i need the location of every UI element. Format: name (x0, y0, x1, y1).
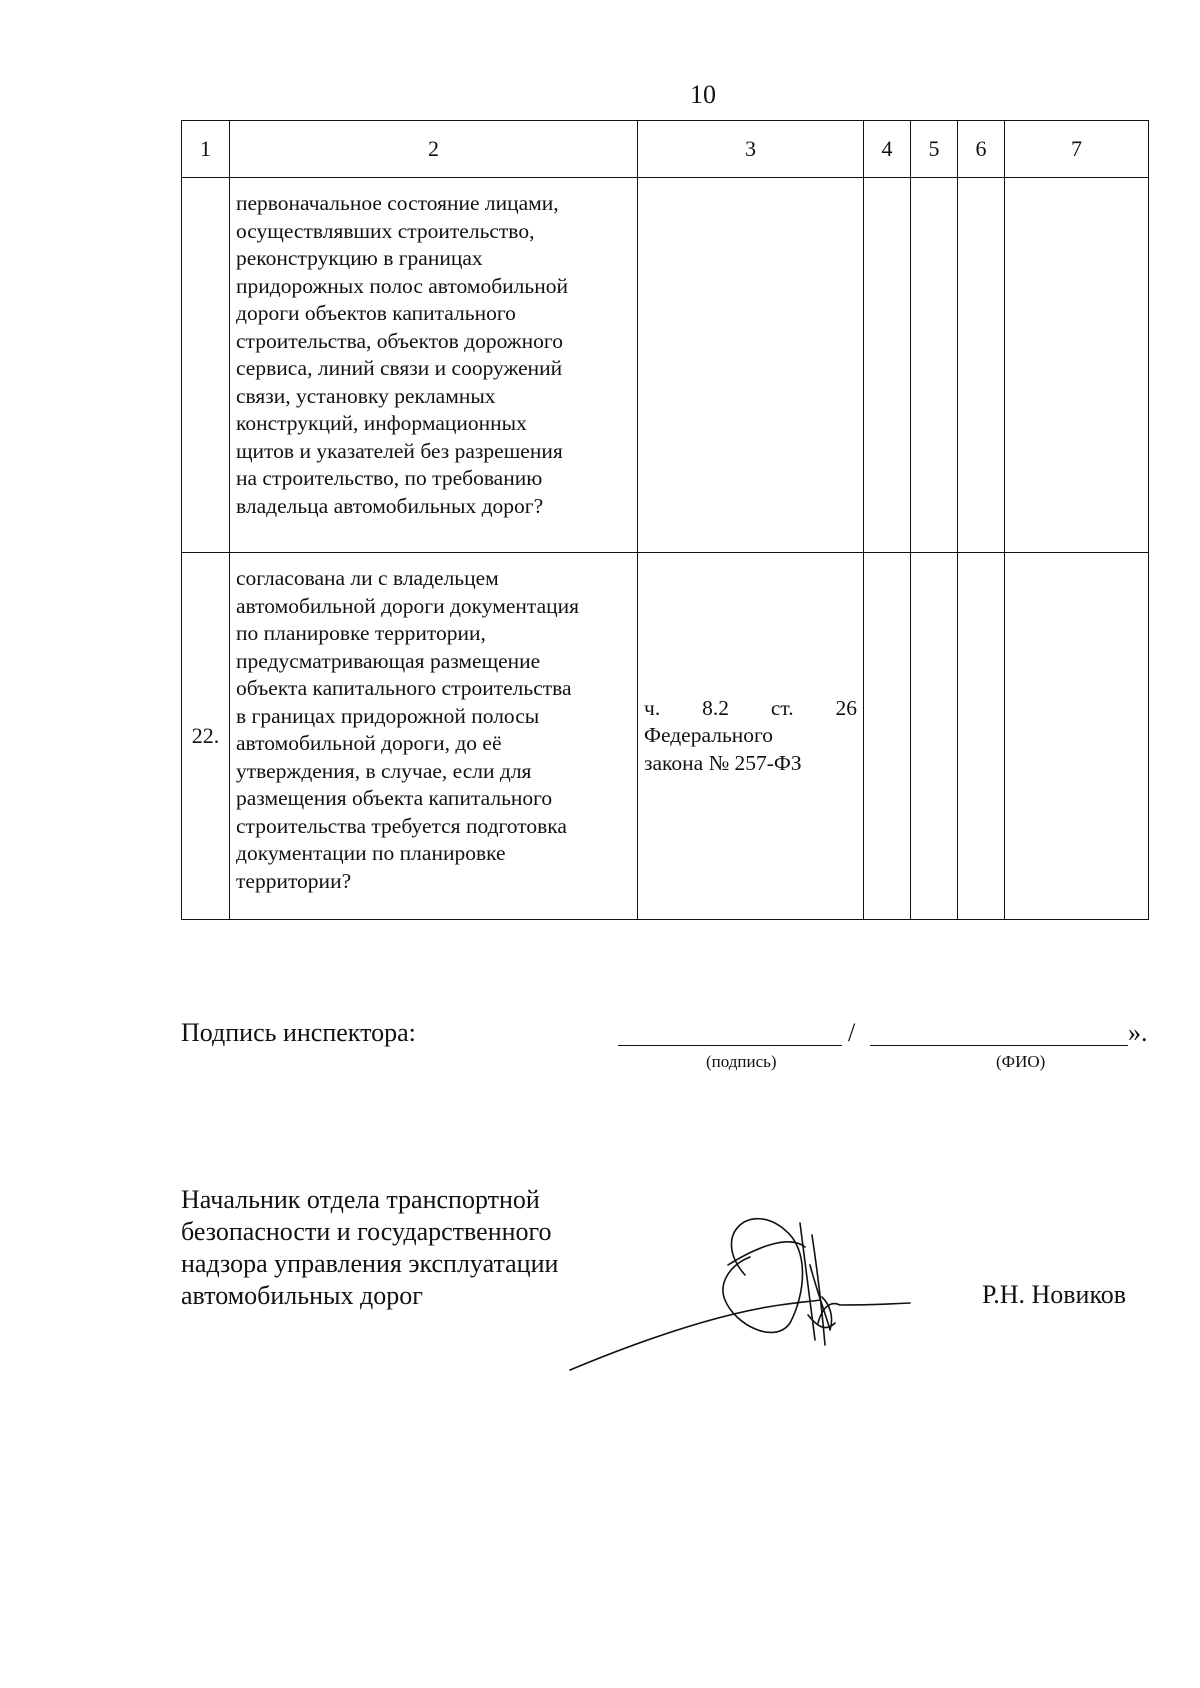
column-5-cell (911, 178, 958, 553)
signer-position (181, 1184, 611, 1312)
row-number-cell: 22. (182, 553, 230, 920)
question-line: сервиса, линий связи и сооружений (236, 356, 563, 380)
question-line: строительства, объектов дорожного (236, 328, 563, 353)
header-cell-4: 4 (864, 121, 911, 178)
question-line: объекта капитального строительства (236, 676, 572, 700)
law-part-label: ч. (644, 695, 661, 720)
signer-position-line: надзора управления эксплуатации (181, 1249, 559, 1278)
question-line: владельца автомобильных дорог? (236, 493, 544, 518)
question-line: в границах придорожной полосы (236, 703, 540, 728)
column-5-cell (911, 553, 958, 920)
fio-caption: (ФИО) (996, 1052, 1046, 1071)
question-line: придорожных полос автомобильной (236, 273, 568, 298)
law-article-label: ст. (770, 695, 794, 720)
law-article-number: 26 (835, 695, 857, 720)
question-line: согласована ли с владельцем (236, 566, 499, 590)
signature-caption: (подпись) (706, 1052, 777, 1071)
signer-position-line: автомобильных дорог (181, 1281, 423, 1310)
question-line: автомобильной дороги, до её (236, 731, 502, 755)
header-cell-5: 5 (911, 121, 958, 178)
law-reference-cell (638, 553, 864, 920)
header-cell-2: 2 (230, 121, 638, 178)
question-line: автомобильной дороги документация (236, 593, 580, 618)
column-4-cell (864, 553, 911, 920)
question-cell (230, 553, 638, 920)
question-line: территории? (236, 868, 352, 893)
signer-position-line: Начальник отдела транспортной (181, 1185, 540, 1214)
column-6-cell (958, 178, 1005, 553)
question-line: первоначальное состояние лицами, (236, 191, 559, 215)
signer-name: Р.Н. Новиков (982, 1280, 1127, 1309)
column-7-cell (1005, 178, 1149, 553)
signature-blank-line (618, 1045, 842, 1046)
table-row (182, 178, 1149, 553)
column-7-cell (1005, 553, 1149, 920)
question-line: утверждения, в случае, если для (236, 758, 532, 783)
fio-blank-line (870, 1045, 1128, 1046)
question-line: конструкций, информационных (236, 411, 527, 435)
header-cell-7: 7 (1005, 121, 1149, 178)
closing-quote: ». (1128, 1018, 1148, 1047)
law-part-number: 8.2 (702, 695, 729, 720)
signer-position-line: безопасности и государственного (181, 1217, 552, 1246)
question-cell (230, 178, 638, 553)
checklist-table (181, 120, 1149, 920)
law-reference-cell (638, 178, 864, 553)
question-line: предусматривающая размещение (236, 648, 541, 673)
question-line: документации по планировке (236, 841, 506, 865)
inspector-signature-label: Подпись инспектора: (181, 1018, 416, 1047)
law-reference-line: Федерального (644, 723, 774, 748)
question-line: реконструкцию в границах (236, 246, 483, 270)
question-line: по планировке территории, (236, 621, 486, 645)
question-line: связи, установку рекламных (236, 383, 496, 408)
column-6-cell (958, 553, 1005, 920)
handwritten-signature (560, 1205, 920, 1375)
table-header-row (182, 121, 1149, 178)
column-4-cell (864, 178, 911, 553)
question-line: на строительство, по требованию (236, 466, 543, 490)
table-row (182, 553, 1149, 920)
row-number-cell (182, 178, 230, 553)
header-cell-3: 3 (638, 121, 864, 178)
law-reference-line: закона № 257-ФЗ (644, 750, 802, 775)
page-number: 10 (690, 80, 716, 109)
question-line: дороги объектов капитального (236, 301, 516, 325)
header-cell-6: 6 (958, 121, 1005, 178)
question-line: строительства требуется подготовка (236, 813, 567, 838)
question-line: щитов и указателей без разрешения (236, 438, 563, 463)
signature-separator: / (848, 1018, 856, 1047)
header-cell-1: 1 (182, 121, 230, 178)
law-reference-line (644, 695, 857, 723)
question-line: размещения объекта капитального (236, 786, 553, 810)
question-line: осуществлявших строительство, (236, 218, 535, 243)
